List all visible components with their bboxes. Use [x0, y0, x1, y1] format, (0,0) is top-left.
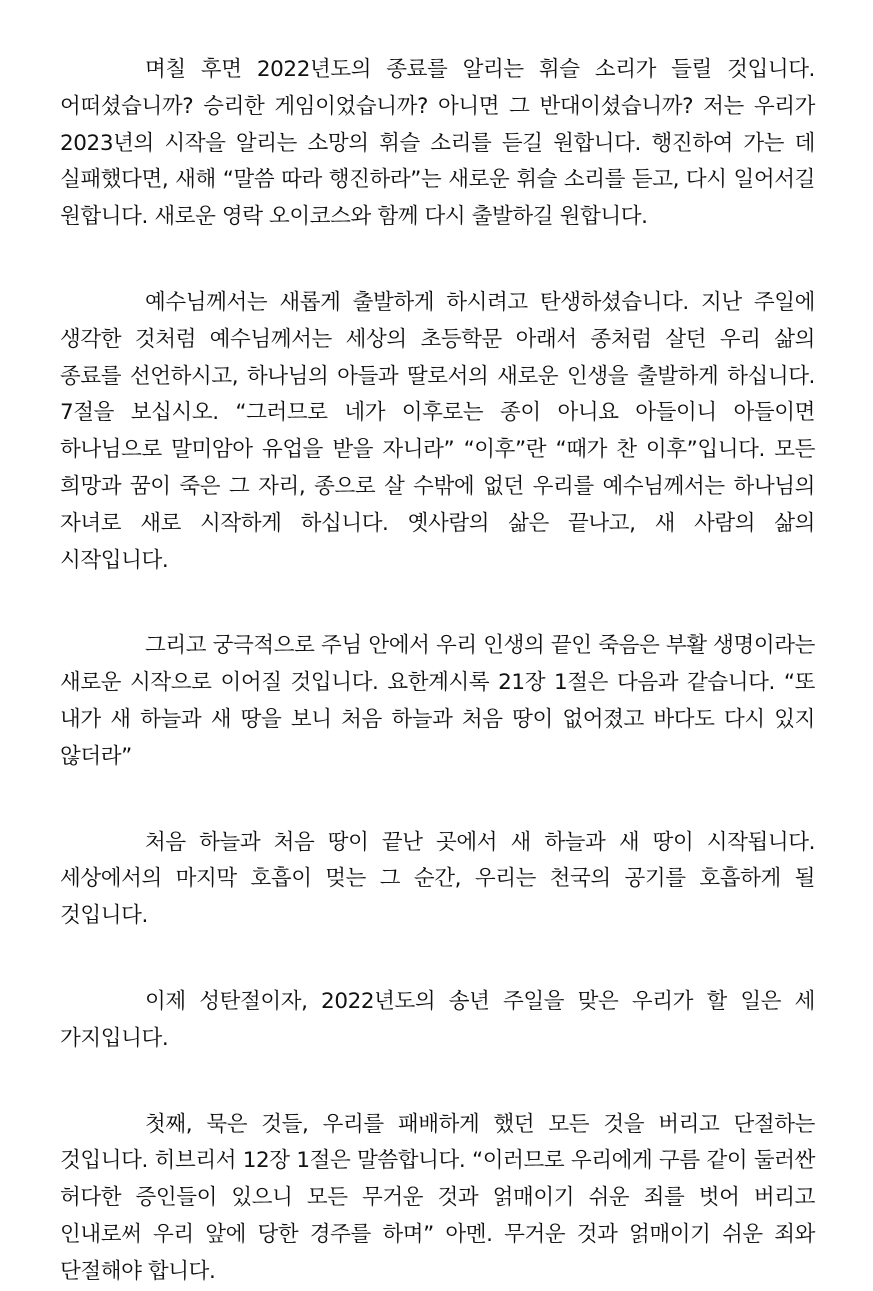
document-body: [60, 52, 815, 1291]
paragraph-3: 그리고 궁극적으로 주님 안에서 우리 인생의 끝인 죽음은 부활 생명이라는 새로운 시작으로 이어질 것입니다. 요한계시록 21장 1절은 다음과 같습니다. “또 내가 새 하늘과 새 땅을 보니 처음 하늘과 처음 땅이 없어졌고 바다도 다시 있지 않더라”: [60, 633, 815, 769]
paragraph-6: 첫째, 묵은 것들, 우리를 패배하게 했던 모든 것을 버리고 단절하는 것입니다. 히브리서 12장 1절은 말씀합니다. “이러므로 우리에게 구름 같이 둘러싼 허다한 증인들이 있으니 모든 무거운 것과 얽매이기 쉬운 죄를 벗어 버리고 인내로써 우리 앞에 당한 경주를 하며” 아멘. 무거운 것과 얽매이기 쉬운 죄와 단절해야 합니다.: [60, 1111, 815, 1284]
paragraph-4: 처음 하늘과 처음 땅이 끝난 곳에서 새 하늘과 새 땅이 시작됩니다. 세상에서의 마지막 호흡이 멎는 그 순간, 우리는 천국의 공기를 호흡하게 될 것입니다.: [60, 829, 815, 929]
paragraph-1: 며칠 후면 2022년도의 종료를 알리는 휘슬 소리가 들릴 것입니다. 어떠셨습니까? 승리한 게임이었습니까? 아니면 그 반대이셨습니까? 저는 우리가 2023년의 시작을 알리는 소망의 휘슬 소리를 듣길 원합니다. 행진하여 가는 데 실패했다면, 새해 “말씀 따라 행진하라”는 새로운 휘슬 소리를 듣고, 다시 일어서길 원합니다. 새로운 영락 오이코스와 함께 다시 출발하길 원합니다.: [60, 57, 815, 230]
paragraph-5: 이제 성탄절이자, 2022년도의 송년 주일을 맞은 우리가 할 일은 세 가지입니다.: [60, 988, 815, 1051]
paragraph-2: 예수님께서는 새롭게 출발하게 하시려고 탄생하셨습니다. 지난 주일에 생각한 것처럼 예수님께서는 세상의 초등학문 아래서 종처럼 살던 우리 삶의 종료를 선언하시고, 하나님의 아들과 딸로서의 새로운 인생을 출발하게 하십니다. 7절을 보십시오. “그러므로 네가 이후로는 종이 아니요 아들이니 아들이면 하나님으로 말미암아 유업을 받을 자니라” “이후”란 “때가 찬 이후”입니다. 모든 희망과 꿈이 죽은 그 자리, 종으로 살 수밖에 없던 우리를 예수님께서는 하나님의 자녀로 새로 시작하게 하십니다. 옛사람의 삶은 끝나고, 새 사람의 삶의 시작입니다.: [60, 289, 815, 573]
